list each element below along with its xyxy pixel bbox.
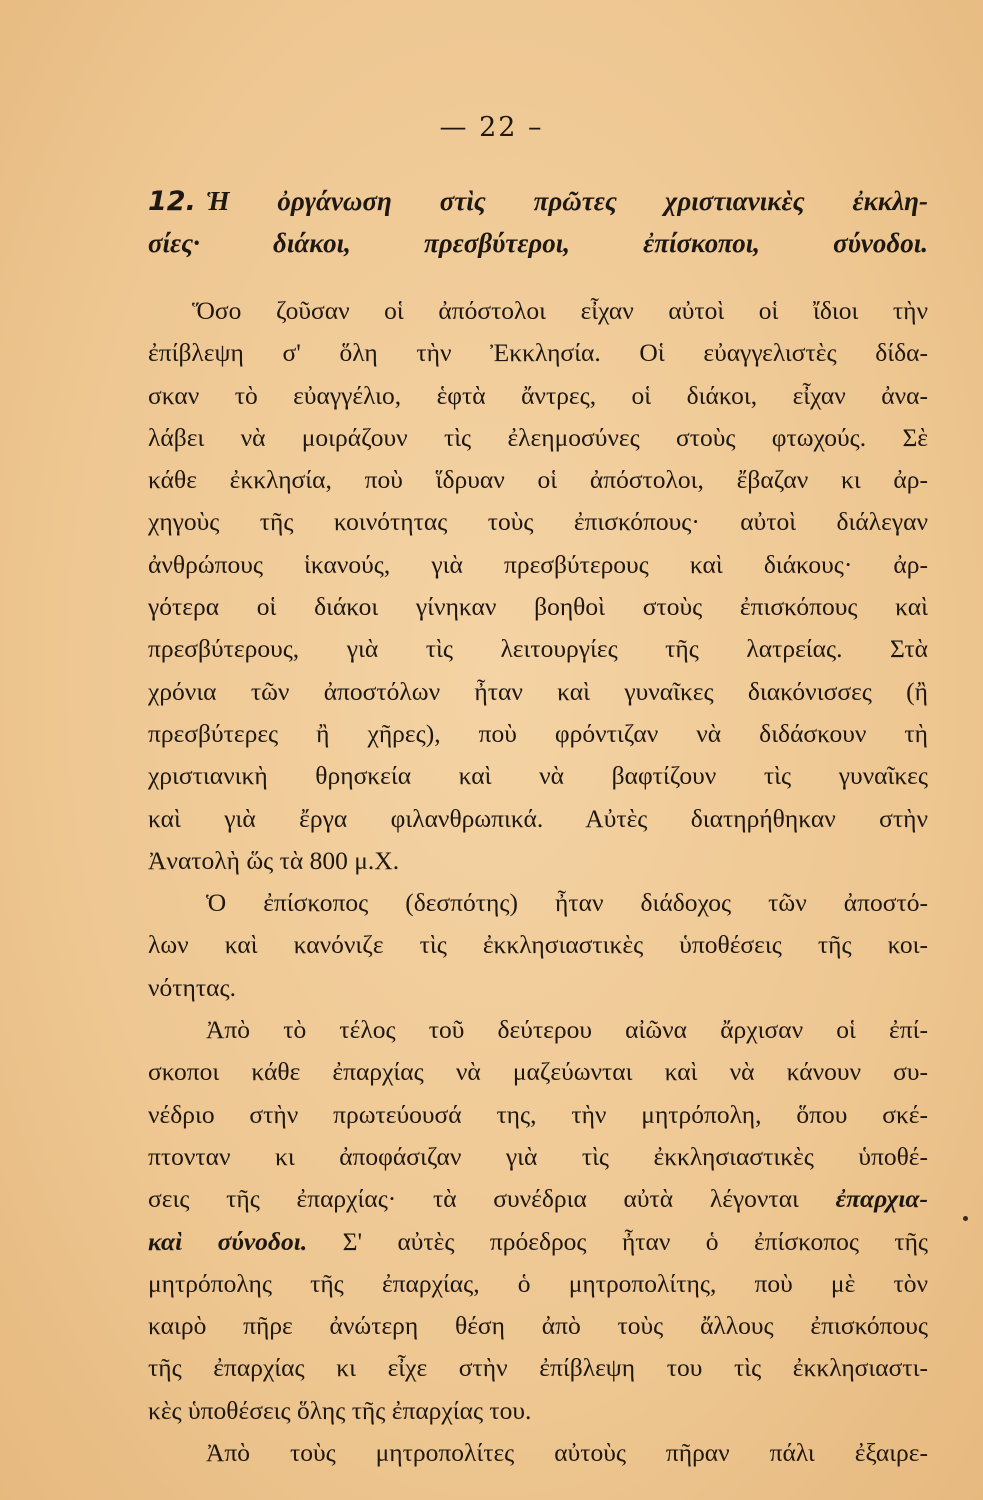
page-number: — 22 – (439, 112, 544, 143)
heading-line-1 (148, 180, 928, 222)
body-line: κὲς ὑποθέσεις ὅλης τῆς ἐπαρχίας του. (148, 1395, 532, 1425)
body-line: σκαν τὸ εὐαγγέλιο, ἑφτὰ ἄντρες, οἱ διάκοι, εἶχαν ἀνα- (148, 380, 928, 410)
body-line: Ἀνατολὴ ὥς τὰ 800 μ.Χ. (148, 845, 400, 875)
heading-line-2: σίες· διάκοι, πρεσβύτεροι, ἐπίσκοποι, σύνοδοι. (148, 228, 928, 259)
body-line: Ἀπὸ τὸ τέλος τοῦ δεύτερου αἰῶνα ἄρχισαν οἱ ἐπί- (206, 1015, 928, 1045)
body-line: πρεσβύτερους, γιὰ τὶς λειτουργίες τῆς λατρείας. Στὰ (148, 634, 928, 664)
body-line: νέδριο στὴν πρωτεύουσά της, τὴν μητρόπολη, ὅπου σκέ- (148, 1099, 928, 1129)
body-line: σκοποι κάθε ἐπαρχίας νὰ μαζεύωνται καὶ νὰ κάνουν συ- (148, 1057, 928, 1087)
body-line: πτονταν κι ἀποφάσιζαν γιὰ τὶς ἐκκλησιαστικὲς ὑποθέ- (148, 1141, 928, 1171)
body-line: χριστιανικὴ θρησκεία καὶ νὰ βαφτίζουν τὶς γυναῖκες (148, 761, 928, 791)
body-line: λων καὶ κανόνιζε τὶς ἐκκλησιαστικὲς ὑποθέσεις τῆς κοι- (148, 930, 928, 960)
body-line: Ἀπὸ τοὺς μητροπολίτες αὐτοὺς πῆραν πάλι ἐξαιρε- (206, 1438, 928, 1468)
section-heading (148, 180, 928, 265)
body-line: λάβει νὰ μοιράζουν τὶς ἐλεημοσύνες στοὺς φτωχούς. Σὲ (148, 422, 928, 452)
body-line-text: Σ' αὐτὲς πρόεδρος ἦταν ὁ ἐπίσκοπος τῆς (342, 1226, 928, 1256)
body-line: γότερα οἱ διάκοι γίνηκαν βοηθοὶ στοὺς ἐπισκόπους καὶ (148, 592, 928, 622)
body-line: χρόνια τῶν ἀποστόλων ἦταν καὶ γυναῖκες διακόνισσες (ἢ (148, 676, 928, 706)
body-line: Ὁ ἐπίσκοπος (δεσπότης) ἦταν διάδοχος τῶν ἀποστό- (206, 888, 928, 918)
emphasized-term-part-1: ἐπαρχια- (835, 1184, 929, 1214)
body-line: ἀνθρώπους ἱκανούς, γιὰ πρεσβύτερους καὶ διάκους· ἀρ- (148, 549, 928, 579)
body-line: μητρόπολης τῆς ἐπαρχίας, ὁ μητροπολίτης, ποὺ μὲ τὸν (148, 1268, 928, 1298)
body-line: καὶ γιὰ ἔργα φιλανθρωπικά. Αὐτὲς διατηρήθηκαν στὴν (148, 803, 928, 833)
body-line-with-term (148, 1178, 928, 1220)
body-line-text: σεις τῆς ἐπαρχίας· τὰ συνέδρια αὐτὰ λέγονται (148, 1184, 799, 1214)
emphasized-term-part-2: καὶ σύνοδοι. (148, 1226, 308, 1256)
body-line: χηγοὺς τῆς κοινότητας τοὺς ἐπισκόπους· αὐτοὶ διάλεγαν (148, 507, 928, 537)
heading-text-1: Ἡ ὀργάνωση στὶς πρῶτες χριστιανικὲς ἐκκλη- (205, 186, 928, 216)
body-text (148, 290, 928, 1474)
body-line: Ὅσο ζοῦσαν οἱ ἀπόστολοι εἶχαν αὐτοὶ οἱ ἴδιοι τὴν (192, 296, 928, 325)
body-line: πρεσβύτερες ἢ χῆρες), ποὺ φρόντιζαν νὰ διδάσκουν τὴ (148, 718, 928, 748)
body-line: ἐπίβλεψη σ' ὅλη τὴν Ἐκκλησία. Οἱ εὐαγγελιστὲς δίδα- (148, 338, 928, 368)
body-line: καιρὸ πῆρε ἀνώτερη θέση ἀπὸ τοὺς ἄλλους ἐπισκόπους (148, 1311, 928, 1341)
body-line-with-term (148, 1221, 928, 1263)
body-line: τῆς ἐπαρχίας κι εἶχε στὴν ἐπίβλεψη του τὶς ἐκκλησιαστι- (148, 1353, 928, 1383)
body-line: κάθε ἐκκλησία, ποὺ ἵδρυαν οἱ ἀπόστολοι, ἔβαζαν κι ἀρ- (148, 465, 928, 495)
margin-mark (963, 1216, 968, 1221)
body-line: νότητας. (148, 972, 236, 1002)
section-number: 12. (148, 186, 196, 217)
